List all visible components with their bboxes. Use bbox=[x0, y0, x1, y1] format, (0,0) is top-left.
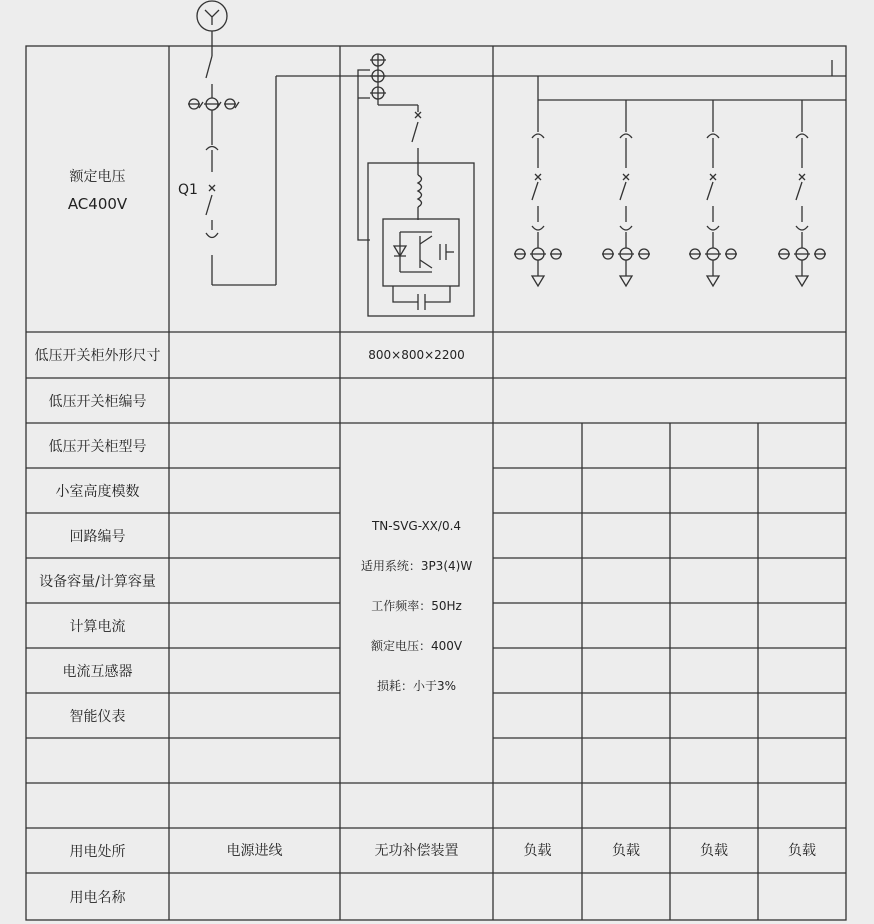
load-feeder-group bbox=[514, 100, 826, 286]
svg-voltage: 额定电压：400V bbox=[370, 639, 463, 653]
usage-compensator: 无功补偿装置 bbox=[374, 843, 459, 859]
usage-incoming: 电源进线 bbox=[226, 843, 283, 859]
usage-load-2: 负载 bbox=[612, 843, 640, 859]
row-label-room-height: 小室高度模数 bbox=[55, 483, 140, 500]
svg-frequency: 工作频率：50Hz bbox=[371, 599, 462, 613]
row-label-circuit-number: 回路编号 bbox=[69, 528, 126, 545]
breaker-label: Q1 bbox=[178, 182, 198, 198]
row-label-usage-name: 用电名称 bbox=[69, 889, 126, 906]
svg-model: TN-SVG-XX/0.4 bbox=[371, 519, 462, 533]
row-label-cabinet-model: 低压开关柜型号 bbox=[48, 438, 147, 455]
row-label-calc-current: 计算电流 bbox=[69, 618, 126, 635]
rated-voltage-label: 额定电压 bbox=[69, 169, 126, 185]
row-label-usage-place: 用电处所 bbox=[69, 843, 126, 860]
row-label-ct: 电流互感器 bbox=[62, 663, 133, 680]
row-label-cabinet-size: 低压开关柜外形尺寸 bbox=[34, 348, 161, 364]
row-label-blank-1 bbox=[26, 738, 169, 783]
rated-voltage-value: AC400V bbox=[67, 195, 128, 213]
usage-load-3: 负载 bbox=[700, 843, 728, 859]
row-label-blank-2 bbox=[26, 783, 169, 828]
transformer-icon bbox=[197, 1, 227, 31]
row-label-capacity: 设备容量/计算容量 bbox=[39, 573, 156, 590]
usage-load-1: 负载 bbox=[523, 843, 552, 859]
svg-loss: 损耗：小于3% bbox=[376, 679, 457, 693]
cabinet-size-value: 800×800×2200 bbox=[368, 348, 465, 362]
svg-system: 适用系统：3P3(4)W bbox=[360, 559, 473, 573]
usage-load-4: 负载 bbox=[788, 843, 816, 859]
row-label-cabinet-number: 低压开关柜编号 bbox=[48, 393, 147, 410]
row-label-meter: 智能仪表 bbox=[69, 708, 126, 725]
